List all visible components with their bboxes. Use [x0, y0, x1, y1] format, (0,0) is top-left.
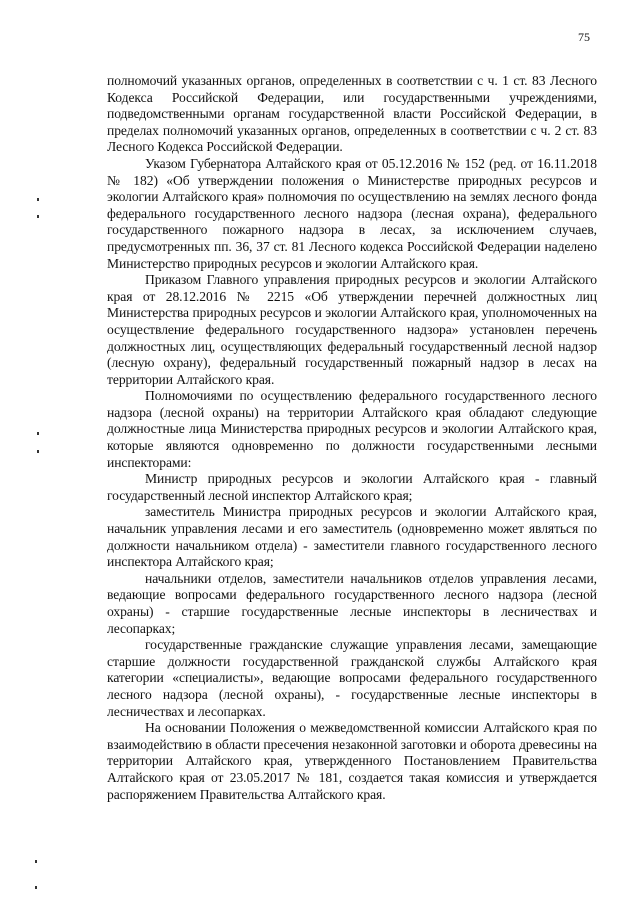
scan-mark [35, 860, 37, 863]
paragraph: Приказом Главного управления природных ресурсов и экологии Алтайского края от 28.12.2016 № 2215 «Об утверждении перечней должностных лиц Министерства природных ресурсов и экологии Алтайского края, уполномоченных на осуществление федерального государственного надзора» установлен перечень должностных лиц, осуществляющих федеральный государственный лесной надзор (лесную охрану), федеральный государственный пожарный надзор в лесах на территории Алтайского края. [107, 272, 597, 387]
page-number: 75 [578, 30, 590, 44]
paragraph: Указом Губернатора Алтайского края от 05.12.2016 № 152 (ред. от 16.11.2018 № 182) «Об утверждении положения о Министерстве природных ресурсов и экологии Алтайского края» полномочия по осуществлению на землях лесного фонда федерального государственного лесного надзора (лесная охрана), федерального государственного пожарного надзора в лесах, за исключением случаев, предусмотренных пп. 36, 37 ст. 81 Лесного кодекса Российской Федерации наделено Министерство природных ресурсов и экологии Алтайского края. [107, 155, 597, 271]
paragraph: государственные гражданские служащие управления лесами, замещающие старшие должности государственной гражданской службы Алтайского края категории «специалисты», ведающие вопросами федерального государственного лесного надзора (лесной охраны), - государственные лесные инспекторы в лесничествах и лесопарках. [107, 637, 597, 719]
paragraph: На основании Положения о межведомственной комиссии Алтайского края по взаимодействию в области пресечения незаконной заготовки и оборота древесины на территории Алтайского края, утвержденного Постановлением Правительства Алтайского края от 23.05.2017 № 181, создается такая комиссия и утверждается распоряжением Правительства Алтайского края. [107, 720, 597, 802]
paragraph: Полномочиями по осуществлению федерального государственного лесного надзора (лесной охраны) на территории Алтайского края обладают следующие должностные лица Министерства природных ресурсов и экологии Алтайского края, которые являются одновременно по должности государственными лесными инспекторами: [107, 388, 597, 470]
scan-mark [37, 198, 39, 201]
scan-mark [37, 215, 39, 218]
paragraph: Министр природных ресурсов и экологии Алтайского края - главный государственный лесной инспектор Алтайского края; [107, 471, 597, 503]
paragraph: полномочий указанных органов, определенных в соответствии с ч. 1 ст. 83 Лесного Кодекса Российской Федерации, или государственными учреждениями, подведомственными органам государственной власти Российской Федерации, в пределах полномочий указанных органов, определенных в соответствии с ч. 2 ст. 83 Лесного Кодекса Российской Федерации. [107, 73, 597, 155]
paragraph: заместитель Министра природных ресурсов и экологии Алтайского края, начальник управления лесами и его заместитель (одновременно может являться по должности начальником отдела) - заместители главного государственного лесного инспектора Алтайского края; [107, 504, 597, 570]
document-body [107, 73, 597, 803]
scan-mark [37, 432, 39, 435]
paragraph: начальники отделов, заместители начальников отделов управления лесами, ведающие вопросами федерального государственного лесного надзора (лесной охраны) - старшие государственные лесные инспекторы в лесничествах и лесопарках; [107, 570, 597, 636]
scan-mark [37, 450, 39, 453]
scan-mark [35, 886, 37, 889]
